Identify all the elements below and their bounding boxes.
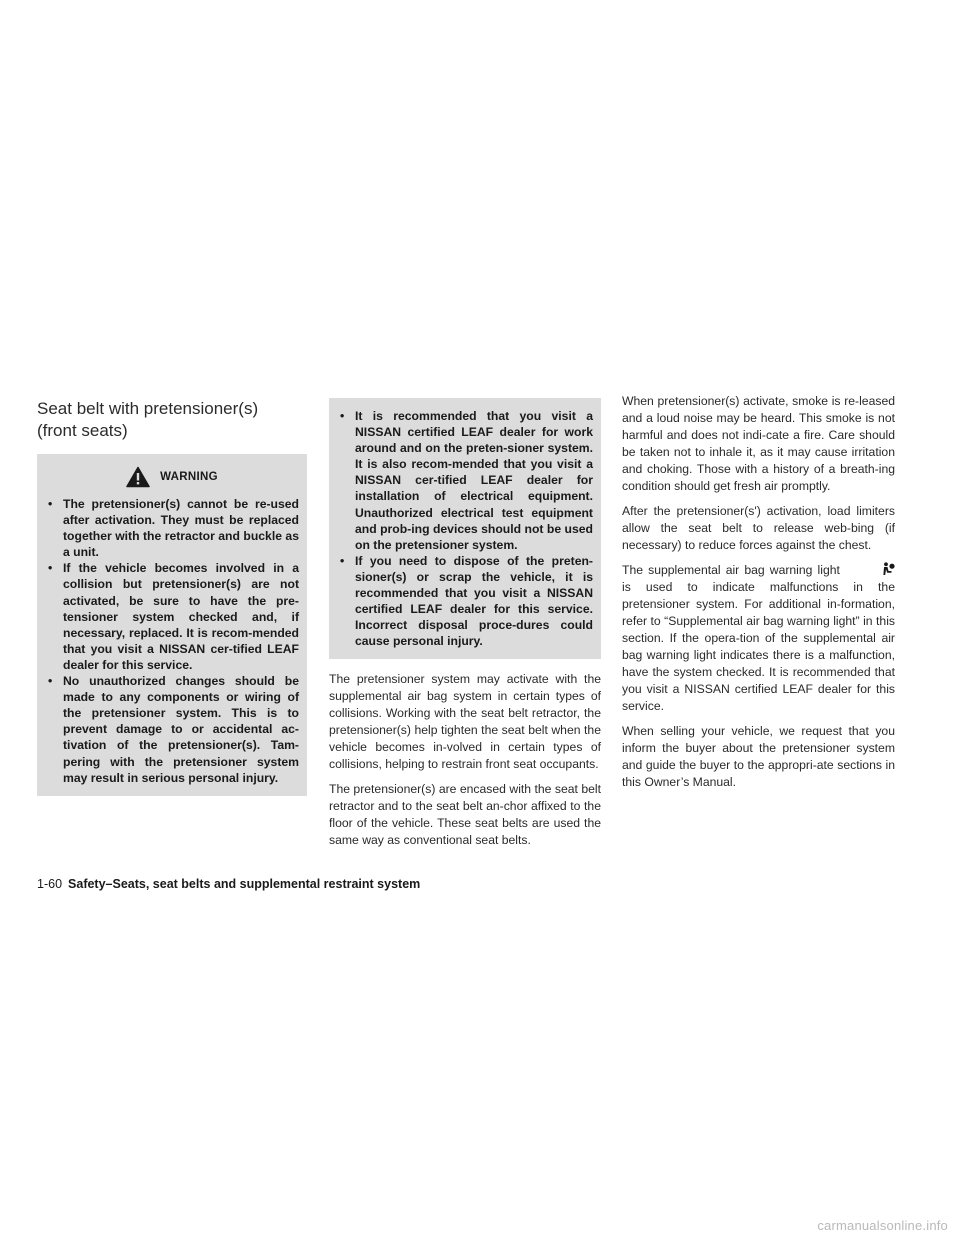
section-title-line1: Seat belt with pretensioner(s) <box>37 399 259 418</box>
warning-item: • If the vehicle becomes involved in a collision but pretensioner(s) are not activated, be sure to have the pre-tensioner system checked and, if necessary, replaced. It is recom-mended that you visit a NISSAN cer-tified LEAF dealer for this service. <box>45 560 299 673</box>
body-paragraph: When pretensioner(s) activate, smoke is re-leased and a loud noise may be heard. This smoke is not harmful and does not indi-cate a fire. Care should be taken not to inhale it, as it may cause irritation and choking. Those with a history of a breath-ing condition should get fresh air promptly. <box>622 394 895 493</box>
section-title <box>37 398 307 442</box>
chapter-title: Safety–Seats, seat belts and supplemental restraint system <box>68 877 421 891</box>
warning-item: • It is recommended that you visit a NISSAN certified LEAF dealer for work around and on the preten-sioner system. It is also recom-mended that you visit a NISSAN cer-tified LEAF dealer for installation of electrical equipment. Unauthorized electrical test equipment and prob-ing devices should not be used on the pretensioner system. <box>337 408 593 553</box>
body-paragraph: The pretensioner system may activate with the supplemental air bag system in certain types of collisions. Working with the seat belt retractor, the pretensioner(s) help tighten the seat belt when the vehicle becomes in-volved in certain types of collisions, helping to restrain front seat occupants. <box>329 672 601 772</box>
column-1 <box>37 398 307 796</box>
warning-header <box>45 462 299 492</box>
warning-item: • No unauthorized changes should be made to any components or wiring of the pretensioner system. This is to prevent damage to or accidental ac-tivation of the pretensioner(s). Tam-pering with the pretensioner system may result in serious personal injury. <box>45 673 299 786</box>
section-title-line2: (front seats) <box>37 421 128 440</box>
body-paragraph: After the pretensioner(s') activation, load limiters allow the seat belt to release web-bing (if necessary) to reduce forces against the chest. <box>622 504 895 552</box>
warning-label: WARNING <box>160 471 218 483</box>
page-number: 1-60 <box>37 877 63 891</box>
airbag-text-before: The supplemental air bag warning light <box>622 563 840 577</box>
column-2 <box>329 398 601 857</box>
warning-triangle-icon <box>126 466 150 488</box>
watermark: carmanualsonline.info <box>817 1218 948 1233</box>
airbag-warning-light-icon <box>881 562 895 576</box>
warning-box <box>37 454 307 796</box>
warning-item: • If you need to dispose of the preten-sioner(s) or scrap the vehicle, it is recommended that you visit a NISSAN certified LEAF dealer for this service. Incorrect disposal proce-dures could cause personal injury. <box>337 553 593 650</box>
warning-list-col1 <box>45 496 299 786</box>
warning-item: • The pretensioner(s) cannot be re-used after activation. They must be replaced together with the retractor and buckle as a unit. <box>45 496 299 560</box>
body-paragraph: When selling your vehicle, we request that you inform the buyer about the pretensioner system and guide the buyer to the appropri-ate sections in this Owner’s Manual. <box>622 724 895 789</box>
body-paragraph: The pretensioner(s) are encased with the seat belt retractor and to the seat belt an-chor affixed to the floor of the vehicle. These seat belts are used the same way as conventional seat belts. <box>329 782 601 848</box>
body-paragraph-airbag <box>622 562 895 715</box>
warning-list-col2 <box>337 408 593 649</box>
page-footer <box>37 877 420 891</box>
warning-box-continued <box>329 398 601 659</box>
column-3 <box>622 393 895 799</box>
airbag-text-after: is used to indicate malfunctions in the pretensioner system. For additional in-formation, refer to “Supplemental air bag warning light” in this section. If the opera-tion of the supplemental air bag warning light indicates there is a malfunction, have the system checked. It is recommended that you visit a NISSAN certified LEAF dealer for this service. <box>622 580 895 713</box>
